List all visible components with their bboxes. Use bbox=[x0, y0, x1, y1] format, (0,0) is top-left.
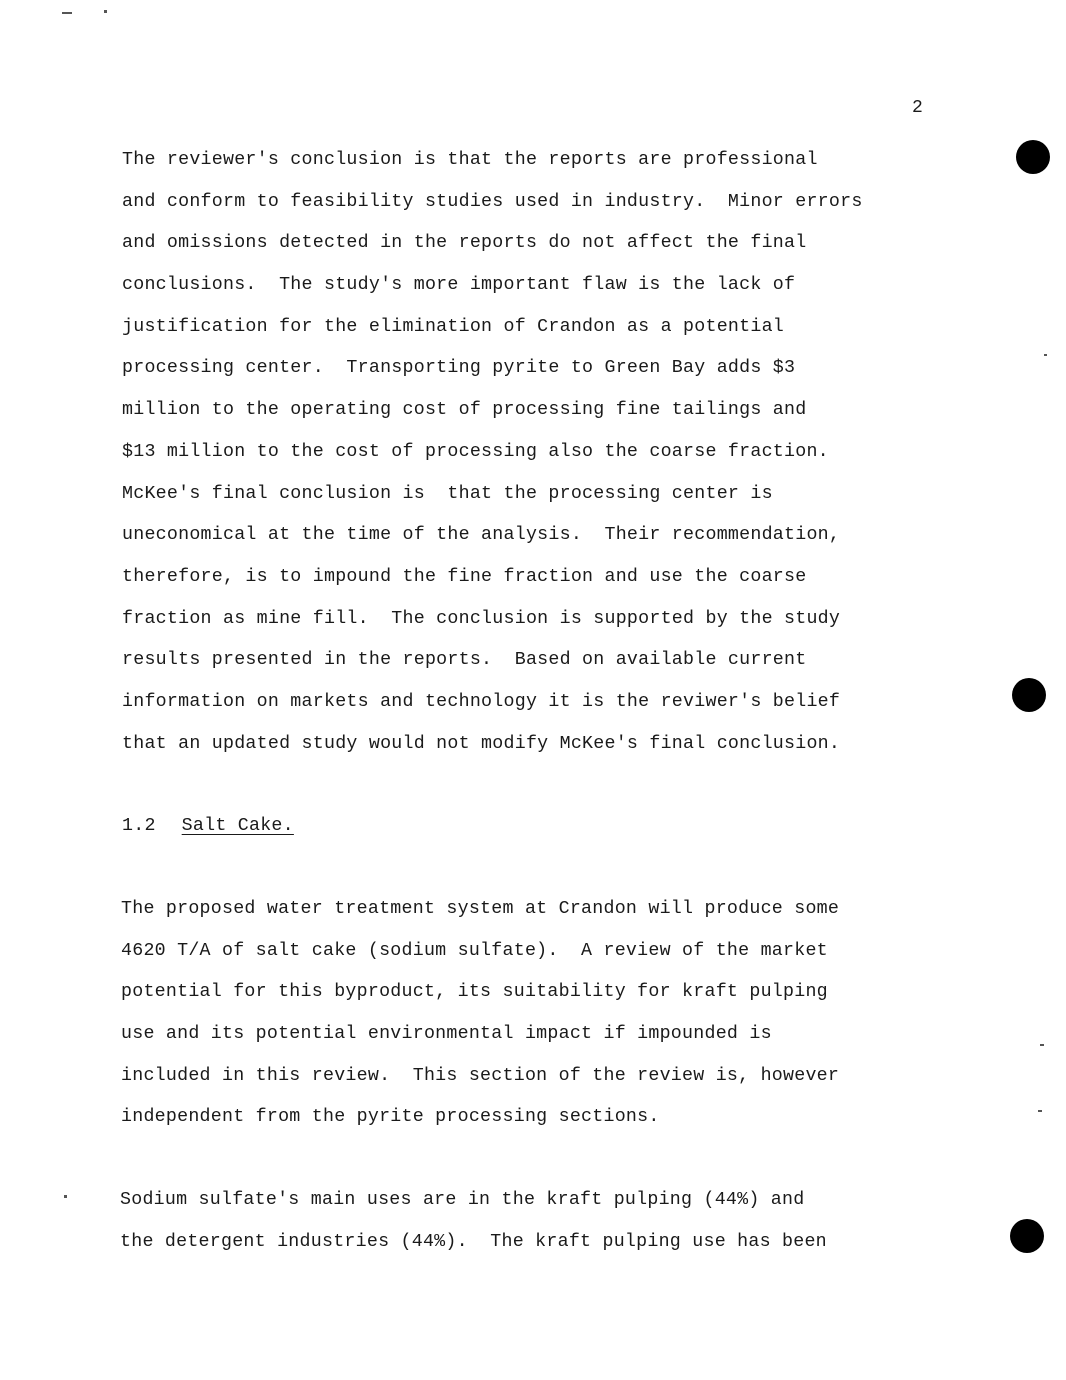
scan-speck bbox=[62, 12, 72, 14]
text-line: included in this review. This section of the review is, however bbox=[121, 1065, 840, 1086]
text-line: 4620 T/A of salt cake (sodium sulfate). A review of the market bbox=[121, 940, 828, 961]
text-line: conclusions. The study's more important flaw is the lack of bbox=[122, 275, 796, 296]
text-line: justification for the elimination of Crandon as a potential bbox=[122, 316, 785, 337]
text-line: McKee's final conclusion is that the processing center is bbox=[122, 483, 773, 504]
binder-hole bbox=[1016, 140, 1050, 174]
section-title: Salt Cake. bbox=[181, 816, 294, 836]
text-line: independent from the pyrite processing sections. bbox=[121, 1107, 660, 1128]
text-line: potential for this byproduct, its suitability for kraft pulping bbox=[121, 982, 828, 1003]
paragraph-salt-cake-intro bbox=[121, 889, 839, 1139]
scan-speck bbox=[1040, 1044, 1044, 1046]
text-line: results presented in the reports. Based on available current bbox=[122, 650, 807, 671]
page-number: 2 bbox=[912, 98, 923, 118]
paragraph-sodium-sulfate-uses bbox=[120, 1180, 827, 1263]
binder-hole bbox=[1010, 1219, 1044, 1253]
scan-speck bbox=[64, 1195, 67, 1198]
text-line: The reviewer's conclusion is that the reports are professional bbox=[122, 150, 818, 170]
section-heading bbox=[122, 806, 294, 848]
scan-speck bbox=[104, 10, 107, 13]
text-line: and conform to feasibility studies used in industry. Minor errors bbox=[122, 191, 863, 212]
text-line: Sodium sulfate's main uses are in the kraft pulping (44%) and bbox=[120, 1190, 805, 1210]
text-line: that an updated study would not modify McKee's final conclusion. bbox=[122, 733, 841, 754]
section-number: 1.2 bbox=[122, 816, 156, 836]
text-line: uneconomical at the time of the analysis. Their recommendation, bbox=[122, 525, 841, 546]
text-line: the detergent industries (44%). The kraft pulping use has been bbox=[120, 1231, 827, 1252]
text-line: The proposed water treatment system at Crandon will produce some bbox=[121, 899, 840, 919]
text-line: use and its potential environmental impact if impounded is bbox=[121, 1024, 772, 1045]
scan-speck bbox=[1044, 354, 1047, 356]
text-line: fraction as mine fill. The conclusion is supported by the study bbox=[122, 608, 841, 629]
scan-speck bbox=[1038, 1110, 1042, 1112]
text-line: and omissions detected in the reports do not affect the final bbox=[122, 233, 807, 254]
text-line: therefore, is to impound the fine fraction and use the coarse bbox=[122, 566, 807, 587]
paragraph-review-conclusion bbox=[122, 140, 863, 765]
text-line: $13 million to the cost of processing also the coarse fraction. bbox=[122, 441, 829, 462]
text-line: million to the operating cost of processing fine tailings and bbox=[122, 400, 807, 421]
binder-hole bbox=[1012, 678, 1046, 712]
text-line: information on markets and technology it is the reviwer's belief bbox=[122, 691, 841, 712]
text-line: processing center. Transporting pyrite to Green Bay adds $3 bbox=[122, 358, 796, 379]
